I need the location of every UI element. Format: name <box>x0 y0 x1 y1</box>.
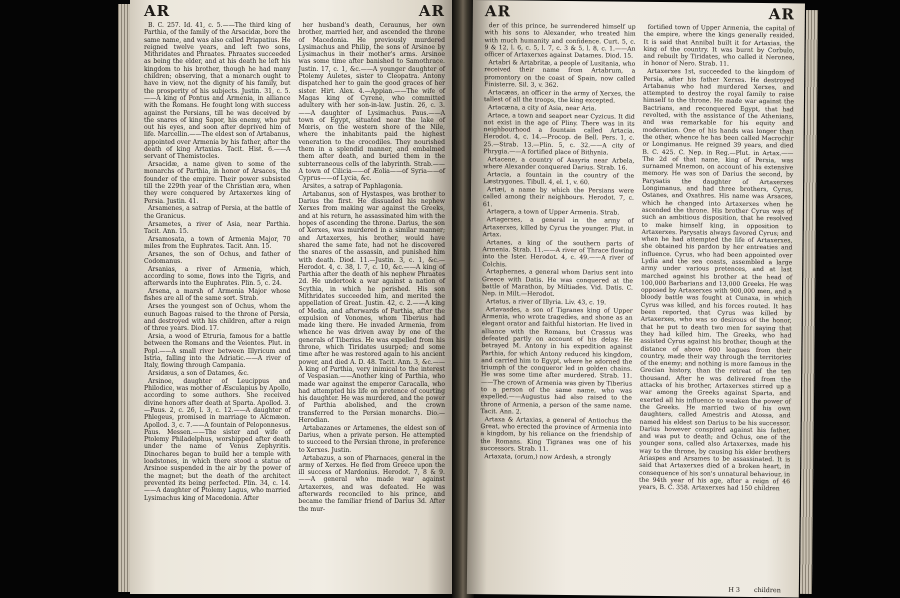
entry: fortified town of Upper Armenia, the capital of the empire, where the kings generally resided. It is said that Annibal built it for Artaxias, the king of the country. It was burnt by Corbulo, and rebuilt by Tiridates, who called it Neronea, in honor of Nero. Strab. 11. <box>643 23 795 69</box>
entry: Arsanes, the son of Ochus, and father of Codomanus. <box>144 250 291 265</box>
entry: Artagerses, a general in the army of Artaxerxes, killed by Cyrus the younger. Plut. in Artax. <box>482 216 634 239</box>
entry: Artacæas, an officer in the army of Xerxes, the tallest of all the troops, the king excepted. <box>483 88 636 105</box>
entry: Artæi, a name by which the Persians were called among their neighbours. Herodot. 7, c. 61. <box>482 186 635 208</box>
entry: Arsanias, a river of Armenia, which, according to some, flows into the Tigris, and afterwards into the Euphrates. Plin. 5, c. 24. <box>144 265 291 288</box>
running-head-right: AR <box>768 5 795 24</box>
right-page-column-1 <box>480 22 636 492</box>
running-head-left: AR <box>144 2 171 20</box>
left-running-head <box>144 2 445 20</box>
entry: Artaxa & Artaxias, a general of Antiochus the Great, who erected the province of Armenia into a kingdom, by his reliance on the friendship of the Romans. King Tigranes was one of his successors. Strab. 11. <box>480 415 632 453</box>
entry: Artaxata, (orum,) now Ardesh, a strongly <box>484 452 612 462</box>
entry: Arsacidæ, a name given to some of the monarchs of Parthia, in honor of Arsaces, the founder of the empire. Their power subsisted till the 229th year of the Christian æra, when they were conquered by Artaxerxes king of Persia. Justin. 41. <box>144 161 291 205</box>
running-head-left: AR <box>484 2 512 21</box>
left-page <box>130 0 453 594</box>
right-running-head <box>485 2 795 23</box>
entry: Artatus, a river of Illyria. Liv. 43, c. 19. <box>485 298 607 307</box>
entry: Artagera, a town of Upper Armenia. Strab. <box>486 208 620 217</box>
right-page <box>467 0 805 597</box>
right-page-column-2 <box>639 24 795 494</box>
running-head-right: AR <box>418 2 445 20</box>
entry: Artaphernes, a general whom Darius sent into Greece with Datis. He was conquered at the battle of Marathon, by Miltiades. Vid. Datis. C. Nep. in Milt.—Herodot. <box>481 268 634 299</box>
entry: Arsametes, a river of Asia, near Parthia. Tacit. Ann. 15. <box>144 220 291 235</box>
left-page-column-2 <box>299 22 446 513</box>
entry: Artacia, a fountain in the country of the Læstrygones. Tibull. 4, el. 1, v. 60. <box>483 171 635 187</box>
entry: Artavasdes, a son of Tigranes king of Upper Armenia, who wrote tragedies, and shone as an elegant orator and faithful historian. He lived in alliance with the Romans, but Crassus was defeated partly on account of his delay. He betrayed M. Antony in his expedition against Parthia, for which Antony reduced his kingdom, and carried him to Egypt, where he adorned the triumph of the conqueror led in golden chains. He was some time after murdered. Strab. 11.——The crown of Armenia was given by Tiberius to a person of the same name, who was expelled.——Augustus had also raised to the throne of Armenia, a person of the same name. Tacit. Ann. 2. <box>480 305 633 416</box>
entry: Arsidæus, a son of Datames, &c. <box>148 369 249 377</box>
signature-mark: H 3 <box>728 585 741 594</box>
entry: Artacene, a country of Assyria near Arbela, where Alexander conquered Darius. Strab. 16. <box>483 156 635 172</box>
entry: Artace, a town and seaport near Cyzicus. It did not exist in the age of Pliny. There was in its neighbourhood a fountain called Artacia. Herodot. 4, c. 14.—Procop. de Bell. Pers. 1, c. 25.—Strab. 13.—Plin. 5, c. 32.——A city of Phrygia.——A fortified place of Bithynia. <box>483 111 635 157</box>
entry: B. C. 257. Id. 41, c. 5.——The third king of Parthia, of the family of the Arsacidæ, bore the same name, and was also called Priapatius. He reigned twelve years, and left two sons, Mithridates and Phraates. Phraates succeeded as being the elder, and at his death he left his kingdom to his brother, though he had many children; observing, that a monarch ought to have in view, not the dignity of his family, but the prosperity of his subjects. Justin. 31, c. 5.——A king of Pontus and Armenia, in alliance with the Romans. He fought long with success against the Persians, till he was deceived by the snares of king Sapor, his enemy, who put out his eyes, and soon after deprived him of life. Marcellin.——The eldest son of Artabanus, appointed over Armenia by his father, after the death of king Artaxias. Tacit. Hist. 6.——A servant of Themistocles. <box>144 22 291 161</box>
entry: Artabazanes or Artamenes, the eldest son of Darius, when a private person. He attempted to succeed to the Persian throne, in preference to Xerxes. Justin. <box>298 424 445 454</box>
entry: Artanes, a king of the southern parts of Armenia. Strab. 11.——A river of Thrace flowing into the Ister. Herodot. 4, c. 49.——A river of Colchis. <box>482 238 634 268</box>
page-footer <box>728 586 781 595</box>
entry: Artacæna, a city of Asia, near Aria. <box>487 103 597 113</box>
entry: Arsamenes, a satrap of Persia, at the battle of the Granicus. <box>144 205 291 220</box>
entry: der of this prince, he surrendered himself up with his sons to Alexander, who treated him with much humanity and confidence. Curt. 5, c. 9 & 12, l. 6, c. 5, l. 7, c. 3 & 5, l. 8, c. 1.——An officer of Artaxerxes against Datames. Diod. 15. <box>484 22 636 60</box>
entry: Arsites, a satrap of Paphlagonia. <box>302 183 403 191</box>
entry: Arsinoe, daughter of Leucippus and Philodice, was mother of Æsculapius by Apollo, according to some authors. She received divine honors after death at Sparta. Apollod. 3.—Paus. 2, c. 26, l. 3, c. 12.——A daughter of Phlegeus, promised in marriage to Alcmæon. Apollod. 3, c. 7.——A fountain of Peloponnesus. Paus. Messen.——The sister and wife of Ptolemy Philadelphus, worshipped after death under the name of Venus Zephyritis. Dinochares began to build her a temple with loadstones, in which there stood a statue of Arsinoe suspended in the air by the power of the magnet; but the death of the architect prevented its being perfected. Plin. 34, c. 14.——A daughter of Ptolemy Lagus, who married Lysimachus king of Macedonia. After <box>144 377 291 502</box>
entry: Arsamosata, a town of Armenia Major, 70 miles from the Euphrates. Tacit. Ann. 15. <box>144 235 291 250</box>
entry: Arsia, a wood of Etruria, famous for a battle between the Romans and the Veientes. Plut. in Popl.——A small river between Illyricum and Istria, falling into the Adriatic.——A river of Italy, flowing through Campania. <box>144 332 291 370</box>
catchword: children <box>753 585 781 595</box>
entry: Arses the youngest son of Ochus, whom the eunuch Bagoas raised to the throne of Persia, and destroyed with his children, after a reign of three years. Diod. 17. <box>144 303 291 333</box>
entry: Artabanus, son of Hystaspes, was brother to Darius the first. He dissuaded his nephew Xerxes from making war against the Greeks, and at his return, he assassinated him with the hopes of ascending the throne. Darius, the son of Xerxes, was murdered in a similar manner; and Artaxerxes, his brother, would have shared the same fate, had not he discovered the snares of the assassin, and punished him with death. Diod. 11.—Justin. 3, c. 1, &c.—Herodot. 4, c. 38, l. 7, c. 10, &c.——A king of Parthia after the death of his nephew Phraates 2d. He undertook a war against a nation of Scythia, in which he perished. His son Mithridates succeeded him, and merited the appellation of Great. Justin. 42, c. 2.——A king of Media, and afterwards of Parthia, after the expulsion of Vonones, whom Tiberius had made king there. He invaded Armenia, from whence he was driven away by one of the generals of Tiberius. He was expelled from his throne, which Tiridates usurped; and some time after he was restored again to his ancient power, and died A. D. 48. Tacit. Ann. 3, &c.——A king of Parthia, very inimical to the interest of Vespasian.——Another king of Parthia, who made war against the emperor Caracalla, who had attempted his life on pretence of courting his daughter. He was murdered, and the power of Parthia abolished, and the crown transferred to the Persian monarchs. Dio.—Herodian. <box>298 190 445 425</box>
entry: Artaxerxes 1st, succeeded to the kingdom of Persia, after his father Xerxes. He destroyed Artabanus who had murdered Xerxes, and attempted to destroy the royal family to raise himself to the throne. He made war against the Bactrians, and reconquered Egypt, that had revolted, with the assistance of the Athenians, and was remarkable for his equity and moderation. One of his hands was longer than the other, whence he has been called Macrochir or Longimanus. He reigned 39 years, and died B. C. 425. C. Nep. in Reg.—Plut. in Artax.——The 2d of that name, king of Persia, was surnamed Mnemon, on account of his extensive memory. He was son of Darius the second, by Parysatis the daughter of Artaxerxes Longimanus, and had three brothers, Cyrus, Ostanes, and Oxathres. His name was Arsaces, which he changed into Artaxerxes when he ascended the throne. His brother Cyrus was of such an ambitious disposition, that he resolved to make himself king, in opposition to Artaxerxes. Parysatis always favored Cyrus; and when he had attempted the life of Artaxerxes, she obtained his pardon by her entreaties and influence. Cyrus, who had been appointed over Lydia and the sea coasts, assembled a large army under various pretences, and at last marched against his brother at the head of 100,000 Barbarians and 13,000 Greeks. He was opposed by Artaxerxes with 900,000 men, and a bloody battle was fought at Cunaxa, in which Cyrus was killed, and his forces routed. It has been reported, that Cyrus was killed by Artaxerxes, who was so desirous of the honor, that he put to death two men for saying that they had killed him. The Greeks, who had assisted Cyrus against his brother, though at the distance of above 600 leagues from their country, made their way through the territories of the enemy; and nothing is more famous in the Grecian history, than the retreat of the ten thousand. After he was delivered from the attacks of his brother, Artaxerxes stirred up a war among the Greeks against Sparta, and exerted all his influence to weaken the power of the Greeks. He married two of his own daughters, called Amestris and Atossa, and named his eldest son Darius to be his successor. Darius however conspired against his father, and was put to death; and Ochus, one of the younger sons, called also Artaxerxes, made his way to the throne, by causing his elder brothers Ariaspes and Arsames to be assassinated. It is said that Artaxerxes died of a broken heart, in consequence of his son's unnatural behaviour, in the 94th year of his age, after a reign of 46 years, B. C. 358. Artaxerxes had 150 children <box>638 68 795 493</box>
entry: Artabri & Artabritæ, a people of Lusitania, who received their name from Artabrum, a promontory on the coast of Spain, now called Finisterre. Sil. 3, v. 362. <box>484 59 636 89</box>
entry: her husband's death, Ceraunus, her own brother, married her, and ascended the throne of Macedonia. He previously murdered Lysimachus and Philip, the sons of Arsinoe by Lysimachus in their mother's arms. Arsinoe was some time after banished to Samothrace. Justin. 17, c. 1, &c.——A younger daughter of Ptolemy Auletes, sister to Cleopatra. Antony dispatched her to gain the good graces of her sister. Hirt. Alex. 4.—Appian.——The wife of Magas king of Cyrene, who committed adultery with her son-in-law. Justin. 26, c. 3.——A daughter of Lysimachus. Paus.——A town of Egypt, situated near the lake of Mœris, on the western shore of the Nile, where the inhabitants paid the highest veneration to the crocodiles. They nourished them in a splendid manner, and embalmed them after death, and buried them in the subterraneous cells of the labyrinth. Strab.——A town of Cilicia——of Æolia——of Syria——of Cyprus——of Lycia, &c. <box>298 22 445 183</box>
left-page-column-1 <box>144 22 291 513</box>
entry: Artabazus, a son of Pharnaces, general in the army of Xerxes. He fled from Greece upon the ill success of Mardonius. Herodot. 7, 8 & 9.——A general who made war against Artaxerxes, and was defeated. He was afterwards reconciled to his prince, and became the familiar friend of Darius 3d. After the mur- <box>298 454 445 513</box>
entry: Arsena, a marsh of Armenia Major whose fishes are all of the same sort. Strab. <box>144 288 291 303</box>
